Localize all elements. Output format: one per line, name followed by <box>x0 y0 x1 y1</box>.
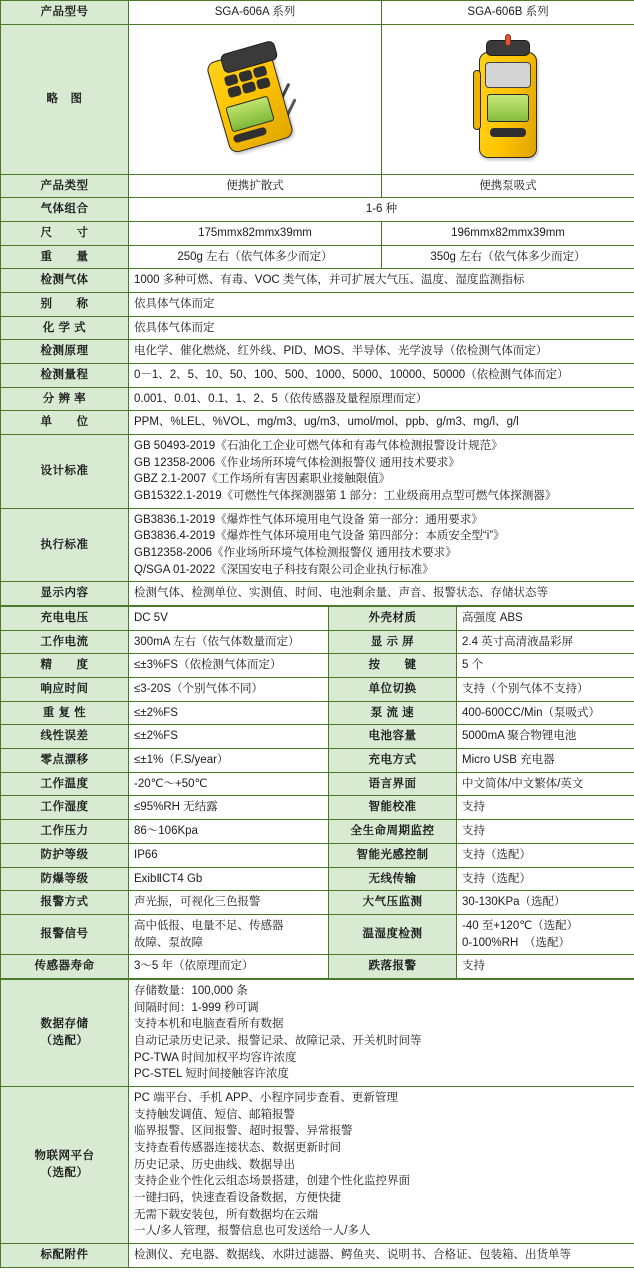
row-label-sensor-life: 传感器寿命 <box>1 955 129 979</box>
table-row-data-storage <box>1 979 634 1086</box>
data-storage-line-4: 自动记录历史记录、报警记录、故障记录、开关机时间等 <box>134 1034 422 1047</box>
row-label-response-time: 响应时间 <box>1 678 129 702</box>
iot-platform-label-line-2: （选配） <box>40 1166 89 1179</box>
data-storage-label-line-1: 数据存储 <box>40 1018 89 1031</box>
row-label-charging-method: 充电方式 <box>329 749 457 773</box>
row-label-linear-error: 线性误差 <box>1 725 129 749</box>
row-label-explosion-grade: 防爆等级 <box>1 867 129 891</box>
table-row-protection-grade <box>1 843 634 867</box>
display-content-value: 检测气体、检测单位、实测值、时间、电池剩余量、声音、报警状态、存储状态等 <box>129 582 634 606</box>
row-label-smart-calibration: 智能校准 <box>329 796 457 820</box>
row-label-resolution: 分 辨 率 <box>1 387 129 411</box>
temp-humidity-line-1: -40 至+120℃（选配） <box>462 919 579 932</box>
iot-platform-value <box>129 1086 634 1243</box>
row-label-product-type: 产品类型 <box>1 174 129 198</box>
iot-platform-line-7: 一键扫码，快速查看设备数据，方便快捷 <box>134 1191 341 1204</box>
table-row-explosion-grade <box>1 867 634 891</box>
table-row-alarm-method <box>1 891 634 915</box>
table-row-product-type <box>1 174 634 198</box>
row-label-working-pressure: 工作压力 <box>1 820 129 844</box>
table-row-alias <box>1 293 634 317</box>
table-row-model <box>1 1 634 25</box>
row-label-principle: 检测原理 <box>1 340 129 364</box>
row-label-detected-gas: 检测气体 <box>1 269 129 293</box>
bottom-blocks-table <box>0 979 634 1268</box>
iot-platform-line-6: 支持企业个性化云组态场景搭建，创建个性化监控界面 <box>134 1175 410 1188</box>
design-standard-line-1: GB 50493-2019《石油化工企业可燃气体和有毒气体检测报警设计规范》 <box>134 440 503 453</box>
explosion-grade-value: ExibⅡCT4 Gb <box>129 867 329 891</box>
zero-drift-value: ≤±1%（F.S/year） <box>129 749 329 773</box>
row-label-range: 检测量程 <box>1 364 129 388</box>
row-label-display-content: 显示内容 <box>1 582 129 606</box>
unit-value: PPM、%LEL、%VOL、mg/m3、ug/m3、umol/mol、ppb、g/m3、mg/l、g/l <box>129 411 634 435</box>
resolution-value: 0.001、0.01、0.1、1、2、5（依传感器及量程原理而定） <box>129 387 634 411</box>
specification-table <box>0 0 634 606</box>
row-label-shell-material: 外壳材质 <box>329 607 457 631</box>
iot-platform-line-5: 历史记录、历史曲线、数据导出 <box>134 1158 295 1171</box>
row-label-unit: 单 位 <box>1 411 129 435</box>
data-storage-line-2: 间隔时间：1-999 秒可调 <box>134 1001 259 1014</box>
table-row-repeatability <box>1 701 634 725</box>
row-label-unit-switch: 单位切换 <box>329 678 457 702</box>
alarm-signal-line-1: 高中低报、电量不足、传感器 <box>134 919 284 932</box>
temp-humidity-detection-value <box>457 914 634 954</box>
row-label-accessories: 标配附件 <box>1 1243 129 1267</box>
design-standard-line-4: GB15322.1-2019《可燃性气体探测器第 1 部分：工业级商用点型可燃气体探测器》 <box>134 490 557 503</box>
table-row-accuracy <box>1 654 634 678</box>
row-label-gas-combination: 气体组合 <box>1 198 129 222</box>
model-b-value: SGA-606B 系列 <box>382 1 634 25</box>
data-storage-label-line-2: （选配） <box>40 1034 89 1047</box>
table-row-working-humidity <box>1 796 634 820</box>
table-row-unit <box>1 411 634 435</box>
size-b-value: 196mmx82mmx39mm <box>382 222 634 246</box>
accuracy-value: ≤±3%FS（依检测气体而定） <box>129 654 329 678</box>
alarm-signal-line-2: 故障、泵故障 <box>134 936 203 949</box>
exec-standard-line-2: GB3836.4-2019《爆炸性气体环境用电气设备 第四部分：本质安全型“i”》 <box>134 530 505 543</box>
table-row-linear-error <box>1 725 634 749</box>
iot-platform-line-2: 支持触发调值、短信、邮箱报警 <box>134 1108 295 1121</box>
portable-gas-detector-diffusion-icon <box>195 39 315 159</box>
data-storage-line-5: PC-TWA 时间加权平均容许浓度 <box>134 1051 297 1064</box>
iot-platform-line-3: 临界报警、区间报警、超时报警、异常报警 <box>134 1125 353 1138</box>
exec-standard-value <box>129 508 634 582</box>
display-screen-value: 2.4 英寸高清液晶彩屏 <box>457 630 634 654</box>
data-storage-line-6: PC-STEL 短时间接触容许浓度 <box>134 1068 289 1081</box>
iot-platform-line-9: 一人/多人管理，报警信息也可发送给一人/多人 <box>134 1225 371 1238</box>
table-row-working-pressure <box>1 820 634 844</box>
design-standard-line-2: GB 12358-2006《作业场所环境气体检测报警仪 通用技术要求》 <box>134 456 460 469</box>
row-label-pump-flow: 泵 流 速 <box>329 701 457 725</box>
table-row-response-time <box>1 678 634 702</box>
table-row-resolution <box>1 387 634 411</box>
table-row-alarm-signal <box>1 914 634 954</box>
iot-platform-line-8: 无需下载安装包，所有数据均在云端 <box>134 1208 318 1221</box>
row-label-formula: 化 学 式 <box>1 316 129 340</box>
row-label-alarm-method: 报警方式 <box>1 891 129 915</box>
protection-grade-value: IP66 <box>129 843 329 867</box>
accessories-value: 检测仪、充电器、数据线、水阱过滤器、鳄鱼夹、说明书、合格证、包装箱、出货单等 <box>129 1243 634 1267</box>
device-a-image-cell <box>129 24 382 174</box>
repeatability-value: ≤±2%FS <box>129 701 329 725</box>
row-label-accuracy: 精 度 <box>1 654 129 678</box>
language-value: 中文简体/中文繁体/英文 <box>457 772 634 796</box>
charging-method-value: Micro USB 充电器 <box>457 749 634 773</box>
alarm-signal-value <box>129 914 329 954</box>
exec-standard-line-3: GB12358-2006《作业场所环境气体检测报警仪 通用技术要求》 <box>134 547 457 560</box>
iot-platform-line-1: PC 端平台、手机 APP、小程序同步查看、更新管理 <box>134 1091 398 1104</box>
weight-b-value: 350g 左右（依气体多少而定） <box>382 245 634 269</box>
row-label-protection-grade: 防护等级 <box>1 843 129 867</box>
row-label-size: 尺 寸 <box>1 222 129 246</box>
smart-light-control-value: 支持（选配） <box>457 843 634 867</box>
table-row-range <box>1 364 634 388</box>
battery-capacity-value: 5000mA 聚合物锂电池 <box>457 725 634 749</box>
shell-material-value: 高强度 ABS <box>457 607 634 631</box>
temp-humidity-line-2: 0-100%RH （选配） <box>462 936 570 949</box>
row-label-model: 产品型号 <box>1 1 129 25</box>
row-label-alias: 别 称 <box>1 293 129 317</box>
row-label-zero-drift: 零点漂移 <box>1 749 129 773</box>
row-label-charging-voltage: 充电电压 <box>1 607 129 631</box>
row-label-display-screen: 显 示 屏 <box>329 630 457 654</box>
gas-combination-value: 1-6 种 <box>129 198 634 222</box>
linear-error-value: ≤±2%FS <box>129 725 329 749</box>
keys-value: 5 个 <box>457 654 634 678</box>
model-a-value: SGA-606A 系列 <box>129 1 382 25</box>
table-row-diagram <box>1 24 634 174</box>
row-label-temp-humidity-detection: 温湿度检测 <box>329 914 457 954</box>
working-temperature-value: -20℃～+50℃ <box>129 772 329 796</box>
row-label-weight: 重 量 <box>1 245 129 269</box>
row-label-working-humidity: 工作湿度 <box>1 796 129 820</box>
table-row-working-current <box>1 630 634 654</box>
working-humidity-value: ≤95%RH 无结露 <box>129 796 329 820</box>
table-row-design-standard <box>1 435 634 509</box>
table-row-gas-combination <box>1 198 634 222</box>
table-row-weight <box>1 245 634 269</box>
lifecycle-monitoring-value: 支持 <box>457 820 634 844</box>
table-row-iot-platform <box>1 1086 634 1243</box>
table-row-formula <box>1 316 634 340</box>
row-label-battery-capacity: 电池容量 <box>329 725 457 749</box>
table-row-sensor-life <box>1 955 634 979</box>
table-row-charging-voltage <box>1 607 634 631</box>
drop-alarm-value: 支持 <box>457 955 634 979</box>
table-row-zero-drift <box>1 749 634 773</box>
row-label-lifecycle-monitoring: 全生命周期监控 <box>329 820 457 844</box>
table-row-exec-standard <box>1 508 634 582</box>
exec-standard-line-1: GB3836.1-2019《爆炸性气体环境用电气设备 第一部分：通用要求》 <box>134 513 483 526</box>
row-label-working-current: 工作电流 <box>1 630 129 654</box>
row-label-data-storage <box>1 979 129 1086</box>
data-storage-value <box>129 979 634 1086</box>
row-label-alarm-signal: 报警信号 <box>1 914 129 954</box>
row-label-design-standard: 设计标准 <box>1 435 129 509</box>
portable-gas-detector-pump-icon <box>453 36 563 162</box>
row-label-exec-standard: 执行标准 <box>1 508 129 582</box>
response-time-value: ≤3-20S（个别气体不同） <box>129 678 329 702</box>
wireless-transmission-value: 支持（选配） <box>457 867 634 891</box>
row-label-drop-alarm: 跌落报警 <box>329 955 457 979</box>
row-label-smart-light-control: 智能光感控制 <box>329 843 457 867</box>
size-a-value: 175mmx82mmx39mm <box>129 222 382 246</box>
row-label-repeatability: 重 复 性 <box>1 701 129 725</box>
unit-switch-value: 支持（个别气体不支持） <box>457 678 634 702</box>
iot-platform-label-line-1: 物联网平台 <box>34 1150 95 1163</box>
weight-a-value: 250g 左右（依气体多少而定） <box>129 245 382 269</box>
formula-value: 依具体气体而定 <box>129 316 634 340</box>
data-storage-line-3: 支持本机和电脑查看所有数据 <box>134 1018 284 1031</box>
row-label-diagram: 略 图 <box>1 24 129 174</box>
smart-calibration-value: 支持 <box>457 796 634 820</box>
product-type-a: 便携扩散式 <box>129 174 382 198</box>
table-row-display-content <box>1 582 634 606</box>
working-pressure-value: 86～106Kpa <box>129 820 329 844</box>
range-value: 0－1、2、5、10、50、100、500、1000、5000、10000、50000（依检测气体而定） <box>129 364 634 388</box>
iot-platform-line-4: 支持查看传感器连接状态、数据更新时间 <box>134 1141 341 1154</box>
sensor-life-value: 3～5 年（依原理而定） <box>129 955 329 979</box>
row-label-pressure-monitoring: 大气压监测 <box>329 891 457 915</box>
table-row-detected-gas <box>1 269 634 293</box>
design-standard-line-3: GBZ 2.1-2007《工作场所有害因素职业接触限值》 <box>134 473 391 486</box>
data-storage-line-1: 存储数量：100,000 条 <box>134 984 248 997</box>
row-label-wireless-transmission: 无线传输 <box>329 867 457 891</box>
exec-standard-line-4: Q/SGA 01-2022《深国安电子科技有限公司企业执行标准》 <box>134 563 434 576</box>
paired-spec-table <box>0 606 634 979</box>
table-row-working-temperature <box>1 772 634 796</box>
detected-gas-value: 1000 多种可燃、有毒、VOC 类气体，并可扩展大气压、温度、湿度监测指标 <box>129 269 634 293</box>
alarm-method-value: 声光振，可视化三色报警 <box>129 891 329 915</box>
working-current-value: 300mA 左右（依气体数量而定） <box>129 630 329 654</box>
alias-value: 依具体气体而定 <box>129 293 634 317</box>
row-label-working-temperature: 工作温度 <box>1 772 129 796</box>
table-row-accessories <box>1 1243 634 1267</box>
charging-voltage-value: DC 5V <box>129 607 329 631</box>
device-b-image-cell <box>382 24 634 174</box>
pump-flow-value: 400-600CC/Min（泵吸式） <box>457 701 634 725</box>
row-label-iot-platform <box>1 1086 129 1243</box>
product-type-b: 便携泵吸式 <box>382 174 634 198</box>
table-row-size <box>1 222 634 246</box>
table-row-principle <box>1 340 634 364</box>
pressure-monitoring-value: 30-130KPa（选配） <box>457 891 634 915</box>
design-standard-value <box>129 435 634 509</box>
row-label-keys: 按 键 <box>329 654 457 678</box>
principle-value: 电化学、催化燃烧、红外线、PID、MOS、半导体、光学波导（依检测气体而定） <box>129 340 634 364</box>
row-label-language: 语言界面 <box>329 772 457 796</box>
